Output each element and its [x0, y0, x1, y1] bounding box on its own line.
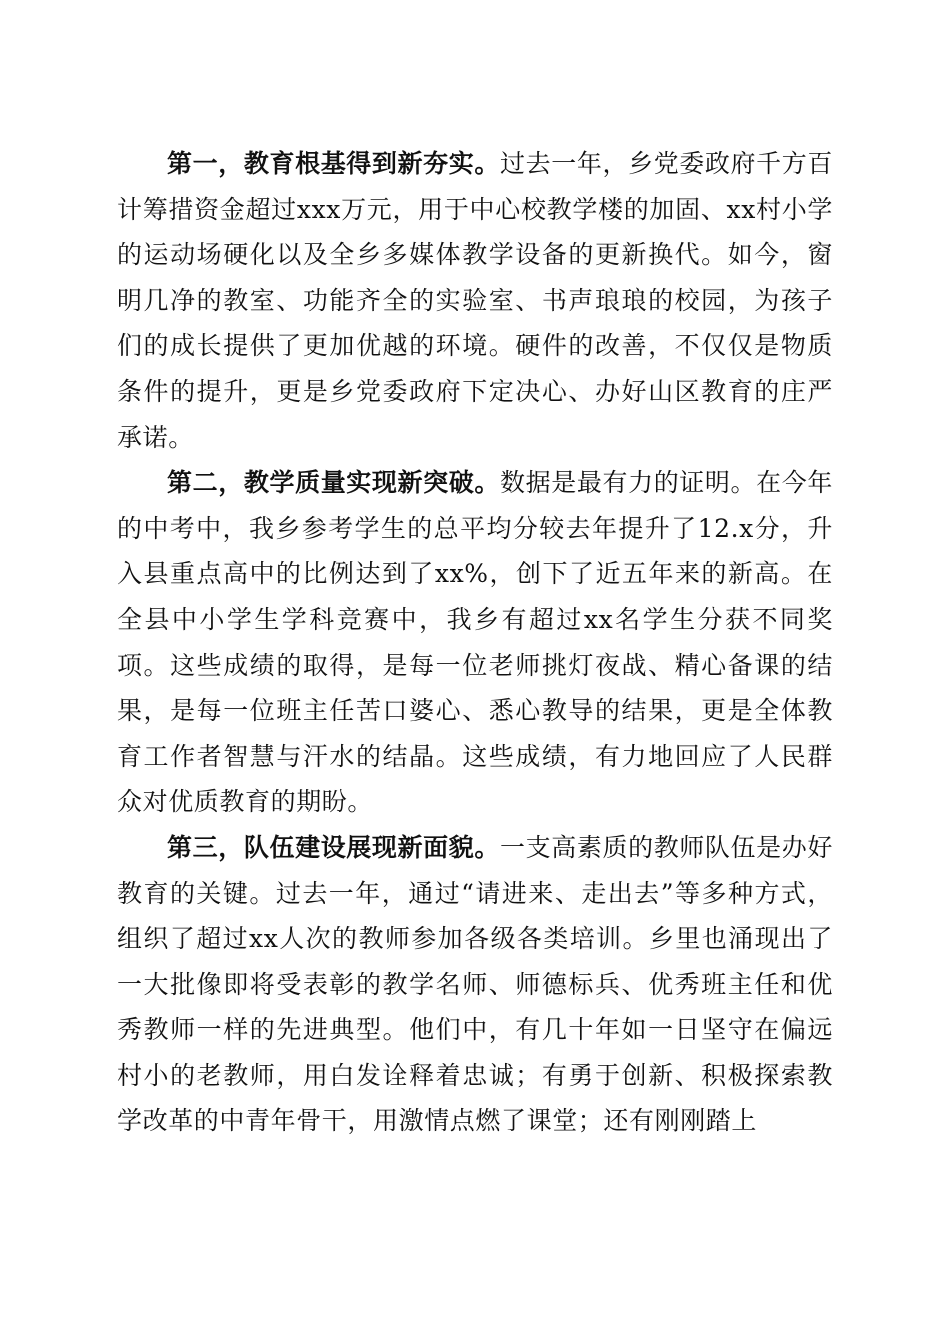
paragraph-text: 过去一年，乡党委政府千方百计筹措资金超过xxx万元，用于中心校教学楼的加固、xx村小学的运动场硬化以及全乡多媒体教学设备的更新换代。如今，窗明几净的教室、功能齐全的实验室、书声琅琅的校园，为孩子们的成长提供了更加优越的环境。硬件的改善，不仅仅是物质条件的提升，更是乡党委政府下定决心、办好山区教育的庄严承诺。: [117, 149, 833, 452]
paragraph-heading: 第一，教育根基得到新夯实。: [167, 149, 500, 178]
paragraph-text: 数据是最有力的证明。在今年的中考中，我乡参考学生的总平均分较去年提升了12.x分，升入县重点高中的比例达到了xx%，创下了近五年来的新高。在全县中小学生学科竞赛中，我乡有超过xx名学生分获不同奖项。这些成绩的取得，是每一位老师挑灯夜战、精心备课的结果，是每一位班主任苦口婆心、悉心教导的结果，更是全体教育工作者智慧与汗水的结晶。这些成绩，有力地回应了人民群众对优质教育的期盼。: [117, 468, 833, 817]
paragraph-text: 一支高素质的教师队伍是办好教育的关键。过去一年，通过“请进来、走出去”等多种方式，组织了超过xx人次的教师参加各级各类培训。乡里也涌现出了一大批像即将受表彰的教学名师、师德标兵、优秀班主任和优秀教师一样的先进典型。他们中，有几十年如一日坚守在偏远村小的老教师，用白发诠释着忠诚；有勇于创新、积极探索教学改革的中青年骨干，用激情点燃了课堂；还有刚刚踏上: [117, 832, 833, 1136]
paragraph-teaching-quality: [117, 460, 833, 825]
paragraph-heading: 第三，队伍建设展现新面貌。: [167, 832, 500, 862]
paragraph-heading: 第二，教学质量实现新突破。: [167, 468, 500, 498]
paragraph-education-foundation: [117, 141, 833, 460]
document-body: [117, 141, 833, 1144]
paragraph-team-building: [117, 825, 833, 1144]
